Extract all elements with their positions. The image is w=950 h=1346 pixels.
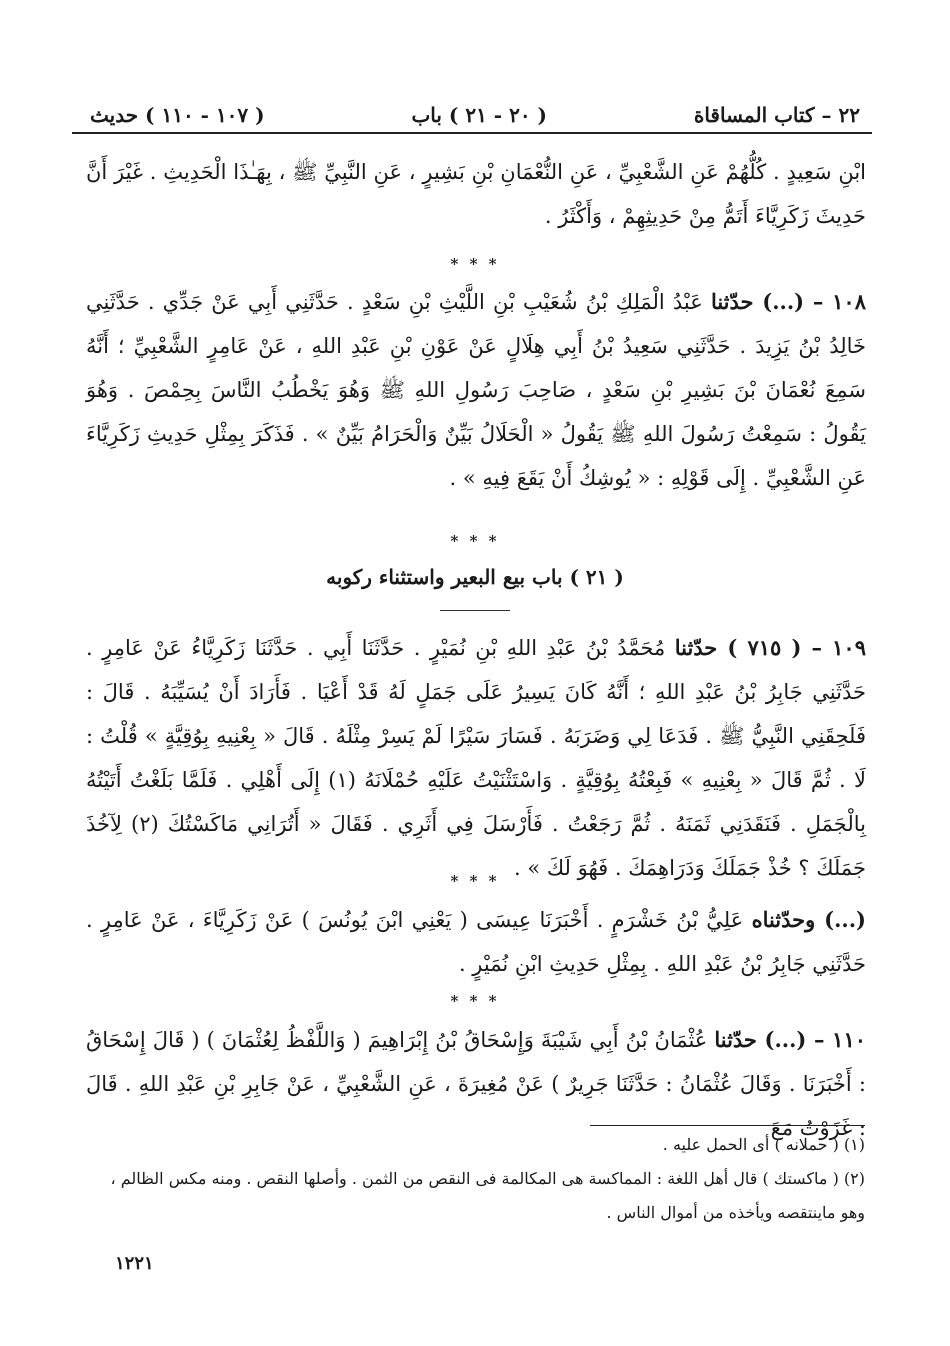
hadith-text: عَلِيُّ بْنُ خَشْرَمٍ . أَخْبَرَنَا عِيسَى ( يَعْنِي ابْنَ يُونُسَ ) عَنْ زَكَرِيَّاءَ ، عَنْ عَامِرٍ . حَدَّثَنِي جَابِرُ بْنُ عَبْدِ اللهِ . بِمِثْلِ حَدِيثِ ابْنِ نُمَيْرٍ . <box>86 908 866 976</box>
hadith-109 <box>86 626 866 890</box>
footnote-2: (٢) ( ماكستك ) قال أهل اللغة : المماكسة هى المكالمة فى النقص من الثمن . وأصلها النقص . ومنه مكس الظالم ، وهو ماينتقصه ويأخذه من أموال الناس . <box>110 1169 865 1222</box>
page-number: ١٢٢١ <box>115 1253 154 1274</box>
header-chapter-range: ( ٢٠ - ٢١ ) باب <box>411 103 547 127</box>
hadith-text: عَبْدُ الْمَلِكِ بْنُ شُعَيْبِ بْنِ اللَّيْثِ بْنِ سَعْدٍ . حَدَّثَنِي أَبِي عَنْ جَدِّي . حَدَّثَنِي خَالِدُ بْنُ يَزِيدَ . حَدَّثَنِي سَعِيدُ بْنُ أَبِي هِلَالٍ عَنْ عَوْنِ بْنِ عَبْدِ اللهِ ، عَنْ عَامِرٍ الشَّعْبِيِّ ؛ أَنَّهُ سَمِعَ نُعْمَانَ بْنَ بَشِيرِ بْنِ سَعْدٍ ، صَاحِبَ رَسُولِ اللهِ ﷺ وَهُوَ يَخْطُبُ النَّاسَ بِحِمْصَ . وَهُوَ يَقُولُ : سَمِعْتُ رَسُولَ اللهِ ﷺ يَقُولُ « الْحَلَالُ بَيِّنٌ وَالْحَرَامُ بَيِّنٌ » . فَذَكَرَ بِمِثْلِ حَدِيثِ زَكَرِيَّاءَ عَنِ الشَّعْبِيِّ . إِلَى قَوْلِهِ : « يُوشِكُ أَنْ يَقَعَ فِيهِ » . <box>86 290 866 490</box>
hadith-text: عُثْمَانُ بْنُ أَبِي شَيْبَةَ وَإِسْحَاقُ بْنُ إِبْرَاهِيمَ ( وَاللَّفْظُ لِعُثْمَانَ ) ( قَالَ إِسْحَاقُ : أَخْبَرَنَا . وَقَالَ عُثْمَانُ : حَدَّثَنَا جَرِيرٌ ) عَنْ مُغِيرَةَ ، عَنِ الشَّعْبِيِّ ، عَنْ جَابِرِ بْنِ عَبْدِ اللهِ . قَالَ : غَزَوْتُ مَعَ <box>86 1028 867 1140</box>
hadith-108 <box>86 280 866 500</box>
paragraph-text: ابْنِ سَعِيدٍ . كُلُّهُمْ عَنِ الشَّعْبِيِّ ، عَنِ النُّعْمَانِ بْنِ بَشِيرٍ ، عَنِ النَّبِيِّ ﷺ ، بِهَـٰذَا الْحَدِيثِ . غَيْرَ أَنَّ حَدِيثَ زَكَرِيَّاءَ أَتَمُّ مِنْ حَدِيثِهِمْ ، وَأَكْثَرُ . <box>86 160 866 228</box>
hadith-number-lead: (...) وحدّثناه <box>751 907 866 932</box>
section-separator: * * * <box>450 992 500 1010</box>
footnote-1: (١) ( حملانه ) أى الحمل عليه . <box>662 1135 865 1154</box>
hadith-number-lead: ١٠٨ – (...) حدّثنا <box>710 289 866 314</box>
hadith-109-variant <box>86 898 866 986</box>
hadith-number-lead: ١١٠ – (...) حدّثنا <box>714 1027 867 1052</box>
chapter-heading: ( ٢١ ) باب بيع البعير واستثناء ركوبه <box>326 565 624 589</box>
section-separator: * * * <box>450 872 500 890</box>
footnotes <box>90 1128 865 1230</box>
footnote-rule <box>590 1125 865 1126</box>
header-book-title: ٢٢ – كتاب المساقاة <box>693 103 860 127</box>
section-separator: * * * <box>450 255 500 273</box>
header-rule <box>72 132 872 134</box>
hadith-text: مُحَمَّدُ بْنُ عَبْدِ اللهِ بْنِ نُمَيْرٍ . حَدَّثَنَا أَبِي . حَدَّثَنَا زَكَرِيَّاءُ عَنْ عَامِرٍ . حَدَّثَنِي جَابِرُ بْنُ عَبْدِ اللهِ ؛ أَنَّهُ كَانَ يَسِيرُ عَلَى جَمَلٍ لَهُ قَدْ أَعْيَا . فَأَرَادَ أَنْ يُسَيِّبَهُ . قَالَ : فَلَحِقَنِي النَّبِيُّ ﷺ . فَدَعَا لِي وَضَرَبَهُ . فَسَارَ سَيْرًا لَمْ يَسِرْ مِثْلَهُ . قَالَ « بِعْنِيهِ بِوُقِيَّةٍ » قُلْتُ : لَا . ثُمَّ قَالَ « بِعْنِيهِ » فَبِعْتُهُ بِوُقِيَّةٍ . وَاسْتَثْنَيْتُ عَلَيْهِ حُمْلَانَهُ (١) إِلَى أَهْلِي . فَلَمَّا بَلَغْتُ أَتَيْتُهُ بِالْجَمَلِ . فَنَقَدَنِي ثَمَنَهُ . ثُمَّ رَجَعْتُ . فَأَرْسَلَ فِي أَثَرِي . فَقَالَ « أَتُرَانِي مَاكَسْتُكَ (٢) لِآخُذَ جَمَلَكَ ؟ خُذْ جَمَلَكَ وَدَرَاهِمَكَ . فَهُوَ لَكَ » . <box>86 636 866 880</box>
hadith-number-lead: ١٠٩ – ( ٧١٥ ) حدّثنا <box>674 635 866 660</box>
running-head <box>90 100 860 130</box>
header-hadith-range: ( ١٠٧ - ١١٠ ) حديث <box>90 103 265 127</box>
chapter-rule <box>440 610 510 611</box>
paragraph-continuation <box>86 150 866 238</box>
section-separator: * * * <box>450 532 500 550</box>
